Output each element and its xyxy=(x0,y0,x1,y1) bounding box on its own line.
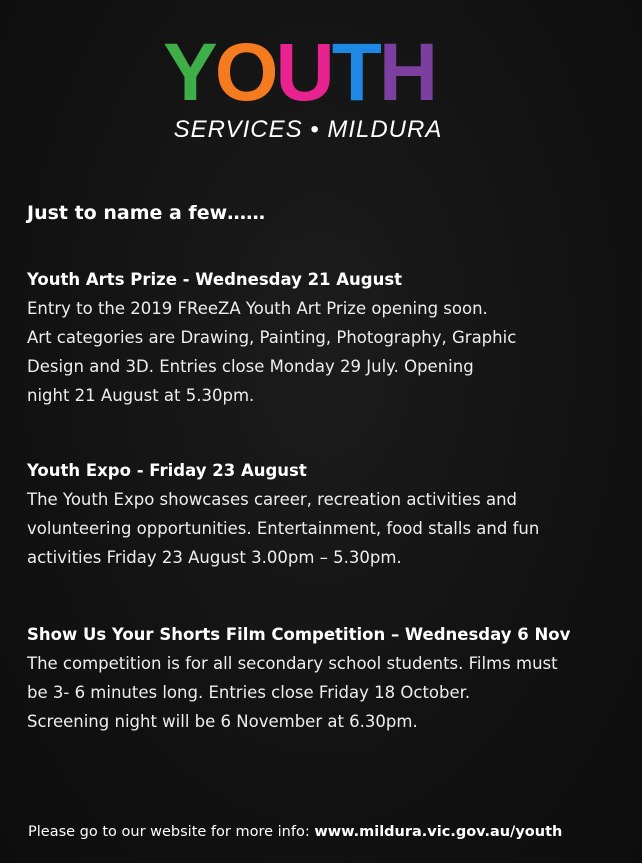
section-text-line: Design and 3D. Entries close Monday 29 July. Opening xyxy=(27,357,474,376)
logo-letter-t: T xyxy=(331,27,379,118)
logo-letter-o: O xyxy=(214,27,276,118)
youth-services-logo xyxy=(163,28,453,158)
footer-text: Please go to our website for more info: xyxy=(28,824,315,840)
logo-letter-y: Y xyxy=(163,27,215,118)
section-youth-arts-prize xyxy=(27,265,627,410)
logo-letter-h: H xyxy=(378,27,436,118)
footer-note xyxy=(28,824,562,840)
section-heading: Youth Expo - Friday 23 August xyxy=(27,461,307,480)
section-text-line: be 3- 6 minutes long. Entries close Friday 18 October. xyxy=(27,683,471,702)
section-youth-expo xyxy=(27,456,627,572)
section-text-line: The competition is for all secondary school students. Films must xyxy=(27,654,558,673)
section-text-line: night 21 August at 5.30pm. xyxy=(27,386,255,405)
website-link[interactable]: www.mildura.vic.gov.au/youth xyxy=(314,824,563,840)
section-film-competition xyxy=(27,620,627,736)
logo-wordmark xyxy=(163,28,435,118)
section-text-line: Screening night will be 6 November at 6.30pm. xyxy=(27,712,418,731)
section-heading: Show Us Your Shorts Film Competition – Wednesday 6 Nov xyxy=(27,625,571,644)
logo-subtitle: SERVICES • MILDURA xyxy=(173,116,443,143)
section-text-line: Entry to the 2019 FReeZA Youth Art Prize opening soon. xyxy=(27,299,488,318)
logo-letter-u: U xyxy=(275,27,332,118)
intro-heading: Just to name a few…… xyxy=(27,202,266,224)
section-text-line: The Youth Expo showcases career, recreation activities and xyxy=(27,490,517,509)
section-text-line: volunteering opportunities. Entertainment, food stalls and fun xyxy=(27,519,540,538)
section-text-line: activities Friday 23 August 3.00pm – 5.30pm. xyxy=(27,548,402,567)
section-text-line: Art categories are Drawing, Painting, Photography, Graphic xyxy=(27,328,517,347)
section-heading: Youth Arts Prize - Wednesday 21 August xyxy=(27,270,403,289)
